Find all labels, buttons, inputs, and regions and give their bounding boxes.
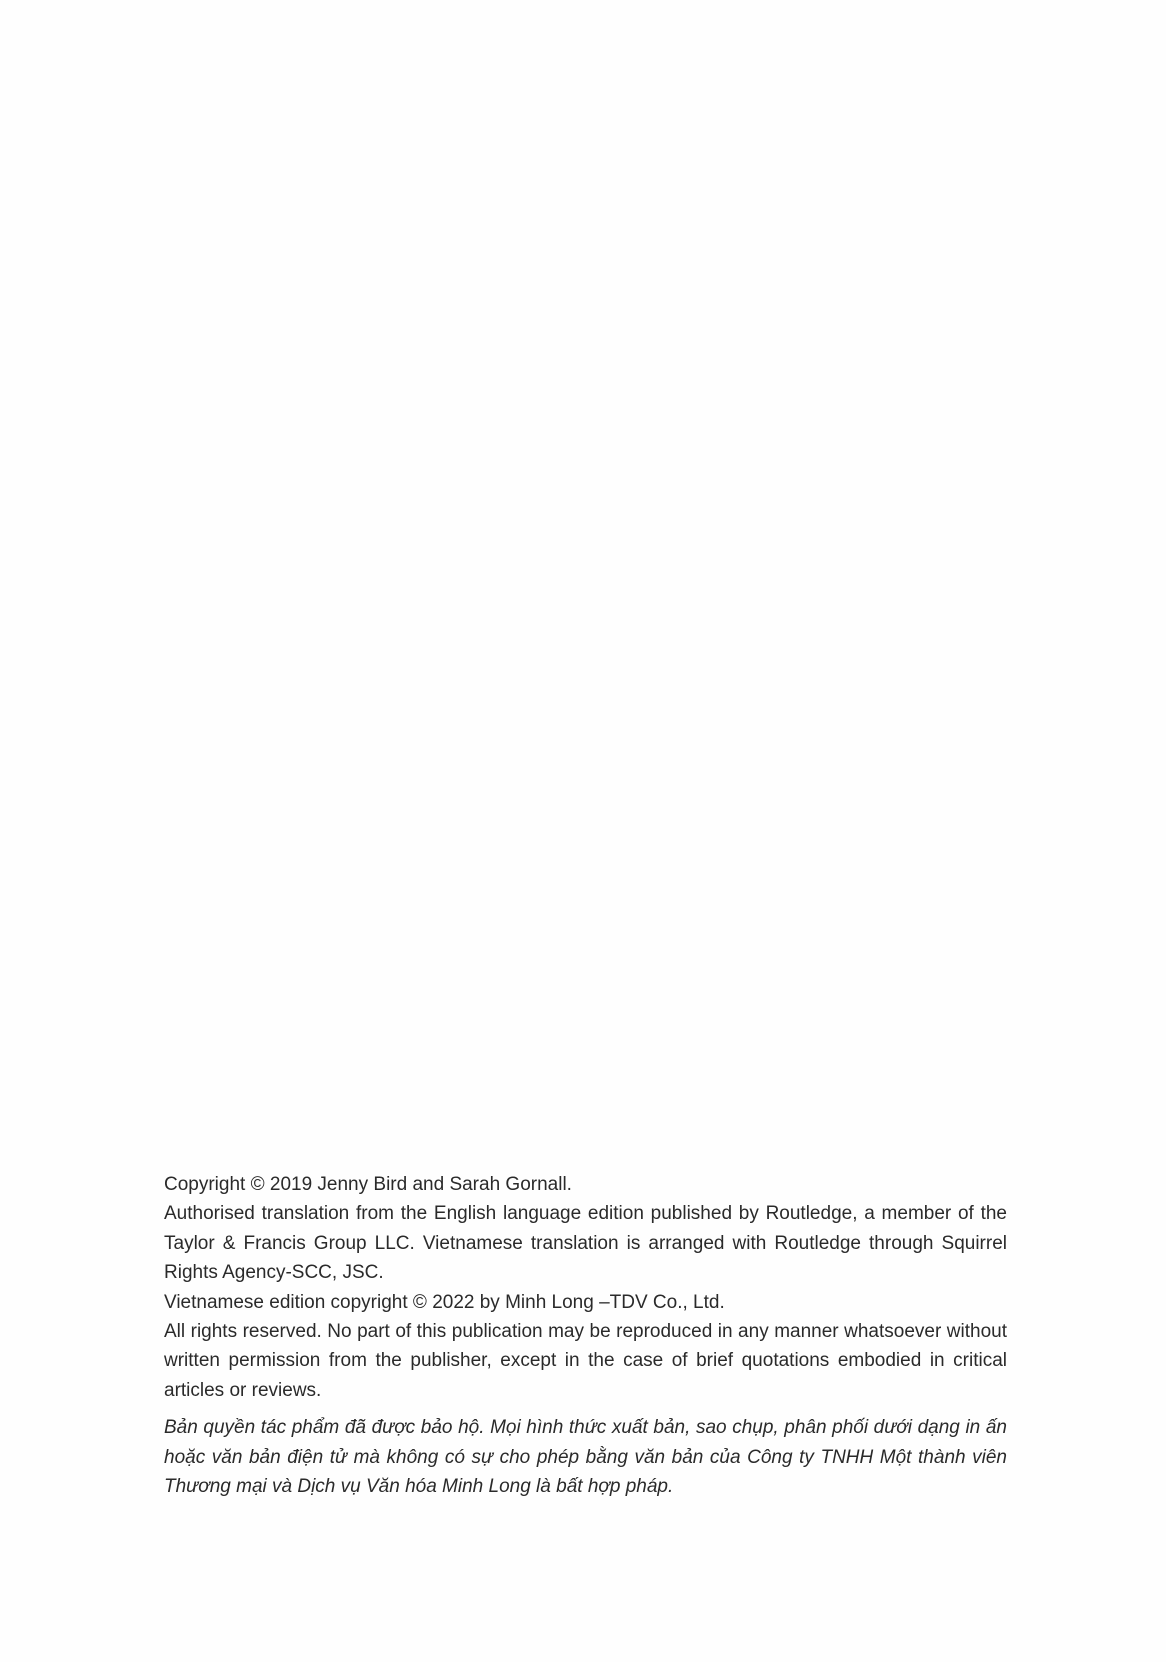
vietnamese-edition-copyright: Vietnamese edition copyright © 2022 by Minh Long –TDV Co., Ltd. xyxy=(164,1291,725,1313)
translation-note: Authorised translation from the English language edition published by Routledge, a member of the Taylor & Francis Group LLC. Vietnamese translation is arranged with Routledge through Squirrel Rights Agency-SCC, JSC. xyxy=(164,1203,1007,1284)
rights-reserved-statement: All rights reserved. No part of this publication may be reproduced in any manner whatsoever without written permission from the publisher, except in the case of brief quotations embodied in critical articles or reviews. xyxy=(164,1321,1007,1401)
vietnamese-copyright-notice: Bản quyền tác phẩm đã được bảo hộ. Mọi hình thức xuất bản, sao chụp, phân phối dưới dạng in ấn hoặc văn bản điện tử mà không có sự cho phép bằng văn bản của Công ty TNHH Một thành viên Thương mại và Dịch vụ Văn hóa Minh Long là bất hợp pháp. xyxy=(164,1417,1007,1498)
copyright-block xyxy=(164,1170,1007,1501)
copyright-line: Copyright © 2019 Jenny Bird and Sarah Gornall. xyxy=(164,1174,572,1195)
